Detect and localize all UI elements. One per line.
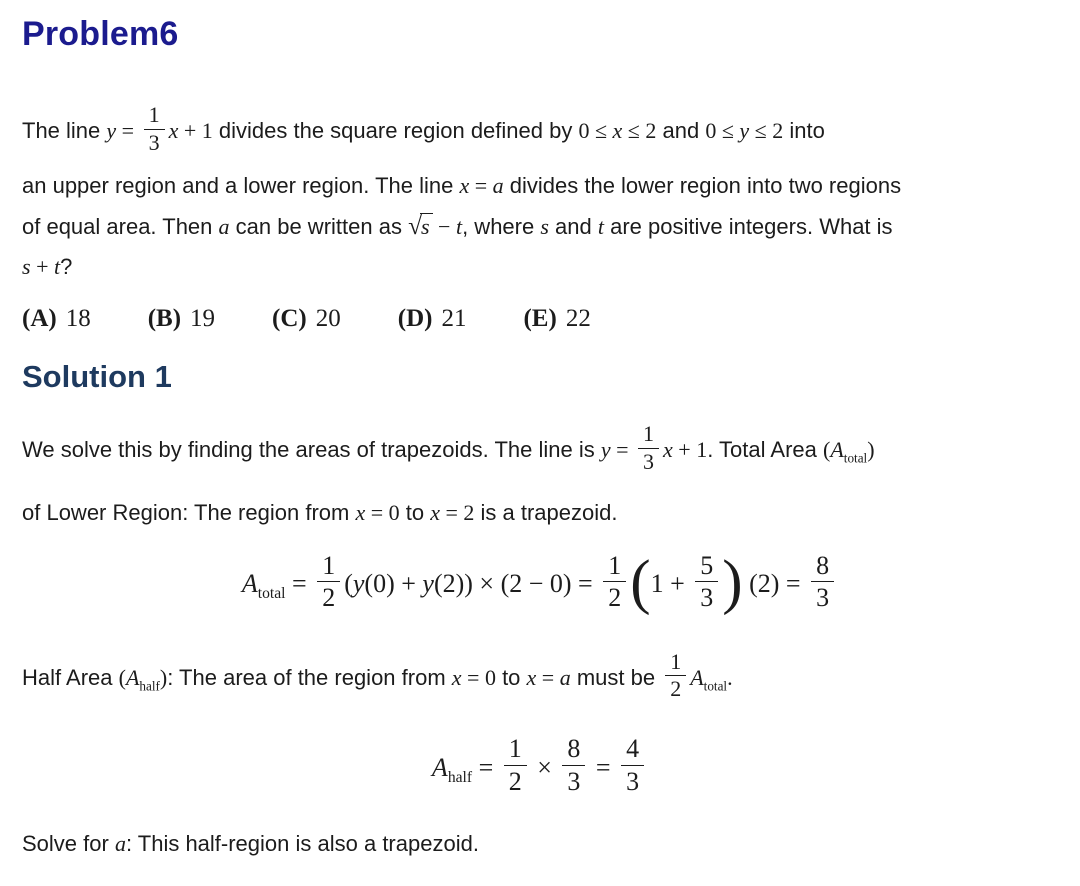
symbol-subscript: total xyxy=(703,677,728,693)
math-run: + xyxy=(30,254,54,279)
math-run: = 0 xyxy=(365,500,400,526)
math-run: Solve for xyxy=(22,831,115,857)
fraction-denominator: 2 xyxy=(608,583,622,613)
math-run: y xyxy=(352,569,365,599)
math-run: x xyxy=(459,173,470,198)
choice-a-value: 18 xyxy=(65,305,91,332)
fraction-denominator: 3 xyxy=(148,129,160,155)
choice-c-label: (C) xyxy=(272,305,307,332)
subscripted-symbol xyxy=(125,664,160,693)
math-run: a xyxy=(218,214,230,239)
math-run: = xyxy=(116,118,140,143)
solution-paragraph-1 xyxy=(22,415,1058,533)
fraction xyxy=(811,551,834,612)
math-run: = xyxy=(589,752,618,782)
math-run: (2)) × (2 − 0) = xyxy=(433,569,600,599)
math-run: We solve this by finding the areas of trapezoids. The line is xyxy=(22,437,601,462)
math-run: to xyxy=(495,664,527,690)
math-run: = xyxy=(472,752,500,782)
math-run: = 0 xyxy=(461,664,496,690)
equation-half-area xyxy=(22,725,1058,820)
fraction-denominator: 3 xyxy=(816,583,830,613)
math-run: x xyxy=(168,118,179,143)
solution-paragraph-1-line-1 xyxy=(22,415,1058,493)
fraction xyxy=(621,734,644,795)
math-run: Half Area xyxy=(22,664,119,690)
math-run: = xyxy=(469,173,493,198)
math-run: : The area of the region from xyxy=(167,664,452,690)
radicand: s xyxy=(420,213,433,239)
math-run: an upper region and a lower region. The line xyxy=(22,173,460,198)
math-run: = xyxy=(536,664,560,690)
math-run: of Lower Region: The region from xyxy=(22,500,356,526)
fraction-numerator: 1 xyxy=(504,734,527,765)
fraction xyxy=(144,103,165,155)
math-run: into xyxy=(783,118,825,143)
choice-d-value: 21 xyxy=(441,305,467,332)
fraction-numerator: 1 xyxy=(638,422,659,449)
math-run: . Total Area xyxy=(707,437,823,462)
choice-b-label: (B) xyxy=(147,305,182,332)
fraction xyxy=(665,650,686,702)
math-run: can be written as xyxy=(229,214,409,239)
math-run: is a trapezoid. xyxy=(474,500,618,526)
fraction xyxy=(562,734,585,795)
choice-e xyxy=(523,305,590,333)
math-run: and xyxy=(548,214,598,239)
math-run: s xyxy=(22,254,31,279)
math-run: y xyxy=(106,118,117,143)
choice-c xyxy=(272,305,341,333)
math-run: y xyxy=(739,118,750,143)
math-run: The line xyxy=(22,118,107,143)
choice-a xyxy=(22,305,91,333)
fraction-numerator: 8 xyxy=(562,734,585,765)
math-run: a xyxy=(114,831,126,857)
fraction-numerator: 4 xyxy=(621,734,644,765)
math-run: ) xyxy=(867,437,875,462)
math-run: a xyxy=(559,664,571,690)
math-run: ( xyxy=(118,664,126,690)
math-run: , where xyxy=(462,214,541,239)
math-run: + 1 xyxy=(178,118,213,143)
fraction-numerator: 1 xyxy=(317,551,340,582)
math-run: = xyxy=(610,437,635,462)
math-run: x xyxy=(526,664,537,690)
choice-d-label: (D) xyxy=(397,305,433,332)
fraction-denominator: 3 xyxy=(700,583,714,613)
math-run: + 1 xyxy=(672,437,708,462)
symbol-base: A xyxy=(241,569,258,599)
symbol-base: A xyxy=(830,437,844,462)
problem-statement-line-1 xyxy=(22,96,1058,166)
math-run: ? xyxy=(60,254,73,279)
math-run: ) xyxy=(159,664,168,690)
math-run: 0 ≤ xyxy=(705,118,740,143)
fraction-denominator: 2 xyxy=(508,766,522,796)
fraction-numerator: 8 xyxy=(811,551,834,582)
choice-e-label: (E) xyxy=(523,305,557,332)
fraction-denominator: 3 xyxy=(567,766,581,796)
fraction-numerator: 5 xyxy=(695,551,718,582)
math-run: x xyxy=(663,437,673,462)
math-run: ≤ 2 xyxy=(622,118,657,143)
math-run: = 2 xyxy=(439,500,475,526)
fraction-numerator: 1 xyxy=(603,551,626,582)
fraction-numerator: 1 xyxy=(665,650,686,677)
fraction xyxy=(695,551,718,612)
fraction-denominator: 2 xyxy=(322,583,336,613)
symbol-subscript: half xyxy=(139,677,160,693)
symbol-base: A xyxy=(125,664,140,690)
math-run: 0 ≤ xyxy=(578,118,613,143)
math-run: are positive integers. What is xyxy=(603,214,893,239)
symbol-subscript: half xyxy=(447,769,473,787)
equation-total-area xyxy=(22,541,1058,636)
math-run: ≤ 2 xyxy=(749,118,784,143)
fraction-denominator: 3 xyxy=(643,448,655,474)
math-run: must be xyxy=(570,664,662,690)
symbol-base: A xyxy=(690,664,704,690)
answer-choices xyxy=(22,305,1058,333)
big-paren: ) xyxy=(722,548,743,616)
math-run: a xyxy=(492,173,504,198)
fraction-denominator: 2 xyxy=(670,676,682,702)
math-run: x xyxy=(430,500,440,526)
choice-a-label: (A) xyxy=(22,305,57,332)
math-run: . xyxy=(727,664,733,690)
math-run: 1 + xyxy=(650,569,692,599)
math-run: and xyxy=(656,118,706,143)
math-run: divides the lower region into two regions xyxy=(503,173,902,198)
math-run: y xyxy=(600,437,611,462)
math-run: of equal area. Then xyxy=(22,214,219,239)
solution-paragraph-1-line-2 xyxy=(22,493,1058,533)
math-run: : This half-region is also a trapezoid. xyxy=(125,831,479,857)
symbol-subscript: total xyxy=(257,585,286,603)
subscripted-symbol xyxy=(690,664,728,693)
math-run: ( xyxy=(344,569,353,599)
math-run: t xyxy=(597,214,604,239)
math-run: x xyxy=(451,664,462,690)
subscripted-symbol xyxy=(431,752,473,787)
math-run: x xyxy=(355,500,366,526)
big-paren: ( xyxy=(630,548,651,616)
half-area-line xyxy=(22,641,1058,723)
math-run: divides the square region defined by xyxy=(212,118,579,143)
fraction xyxy=(638,422,659,474)
symbol-subscript: total xyxy=(843,450,868,466)
choice-b xyxy=(148,305,215,333)
math-run: y xyxy=(422,569,434,599)
math-run: s xyxy=(540,214,549,239)
math-run: (0) + xyxy=(364,569,423,599)
math-run: = xyxy=(285,569,314,599)
math-run: to xyxy=(399,500,431,526)
choice-c-value: 20 xyxy=(315,305,341,332)
math-run: − xyxy=(432,214,456,239)
problem-title: Problem6 xyxy=(22,15,179,53)
choice-d xyxy=(398,305,467,333)
problem-statement xyxy=(22,96,1058,287)
problem-statement-line-3 xyxy=(22,206,1058,247)
fraction xyxy=(504,734,527,795)
radical-icon: √ xyxy=(408,212,422,240)
symbol-base: A xyxy=(431,752,448,782)
math-run: ( xyxy=(823,437,831,462)
problem-statement-line-2 xyxy=(22,166,1058,206)
choice-b-value: 19 xyxy=(190,305,216,332)
solve-for-a-line xyxy=(22,822,1058,866)
math-run: t xyxy=(53,254,61,279)
math-run: (2) = xyxy=(742,569,808,599)
subscripted-symbol xyxy=(830,437,868,466)
fraction-denominator: 3 xyxy=(626,766,640,796)
fraction xyxy=(603,551,626,612)
solution-title: Solution 1 xyxy=(22,359,172,394)
fraction xyxy=(317,551,340,612)
problem-statement-line-4 xyxy=(22,247,1058,287)
math-run: x xyxy=(612,118,623,143)
fraction-numerator: 1 xyxy=(144,103,165,130)
math-run: × xyxy=(530,752,559,782)
choice-e-value: 22 xyxy=(565,305,591,332)
sqrt-expression xyxy=(408,214,432,239)
math-run: t xyxy=(455,214,463,239)
subscripted-symbol xyxy=(241,569,286,603)
